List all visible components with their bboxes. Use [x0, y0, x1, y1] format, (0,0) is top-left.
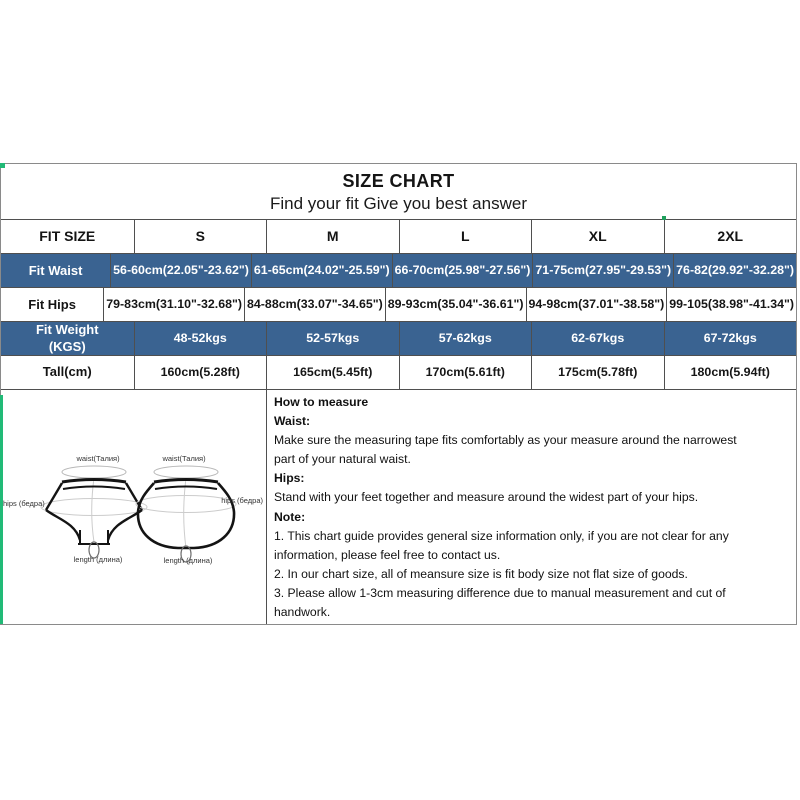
row-label-fit-waist: Fit Waist — [28, 262, 83, 278]
boyshort-diagram — [136, 466, 236, 562]
fit-hips-l: 89-93cm(35.04"-36.61") — [387, 297, 524, 311]
page-subtitle: Find your fit Give you best answer — [269, 194, 527, 214]
note-2: 2. In our chart size, all of meansure size is fit body size not flat size of goods. — [274, 566, 688, 581]
row-label-fit-hips: Fit Hips — [28, 296, 76, 312]
column-header-fit-size: FIT SIZE — [39, 227, 96, 244]
title-block — [1, 164, 796, 220]
fit-weight-2xl: 67-72kgs — [703, 330, 757, 345]
page-title: SIZE CHART — [342, 171, 455, 192]
hips-heading: Hips: — [274, 471, 305, 486]
fit-waist-xl: 71-75cm(27.95"-29.53") — [535, 263, 672, 278]
fit-waist-s: 56-60cm(22.05"-23.62") — [113, 263, 249, 278]
fit-waist-2xl: 76-82(29.92"-32.28") — [676, 263, 794, 278]
fit-weight-s: 48-52kgs — [173, 330, 227, 345]
waist-instruction-2: part of your natural waist. — [274, 452, 411, 467]
fit-hips-s: 79-83cm(31.10"-32.68") — [106, 297, 243, 311]
measure-instructions — [267, 390, 796, 624]
column-header-l: L — [399, 220, 532, 253]
hips-label-right: hips (бедра) — [221, 495, 263, 505]
fit-hips-xl: 94-98cm(37.01"-38.58") — [528, 297, 665, 311]
fit-weight-xl: 62-67kgs — [571, 330, 625, 345]
how-to-measure-section — [1, 389, 796, 624]
tall-l: 170cm(5.61ft) — [425, 364, 505, 379]
measure-heading: How to measure — [274, 394, 369, 409]
note-3-line-1: 3. Please allow 1-3cm measuring difference due to manual measurement and cut of — [274, 585, 726, 600]
size-chart-sheet — [0, 163, 797, 625]
column-header-s: S — [134, 220, 267, 253]
briefs-diagram — [41, 466, 147, 558]
tall-xl: 175cm(5.78ft) — [558, 364, 638, 379]
tall-m: 165cm(5.45ft) — [293, 364, 373, 379]
table-row-fit-weight — [1, 321, 796, 355]
length-label-left: length (длина) — [73, 554, 123, 564]
note-1-line-1: 1. This chart guide provides general size information only, if you are not clear for any — [274, 528, 729, 543]
table-row-fit-waist — [1, 253, 796, 287]
length-label-right: length (длина) — [163, 555, 213, 565]
fit-weight-m: 52-57kgs — [306, 330, 360, 345]
table-row-fit-hips — [1, 287, 796, 321]
row-label-fit-weight: Fit Weight — [35, 322, 99, 338]
table-header-row — [1, 220, 796, 253]
waist-label-left: waist(Талия) — [76, 453, 120, 463]
fit-hips-m: 84-88cm(33.07"-34.65") — [247, 297, 383, 311]
green-handle-artifact — [662, 216, 666, 220]
hips-label-left: hips (бедра) — [3, 498, 45, 508]
panties-measure-diagram — [1, 390, 265, 619]
row-label-fit-weight-unit: (KGS) — [48, 338, 86, 354]
green-corner-artifact — [0, 163, 5, 168]
note-heading: Note: — [274, 509, 306, 524]
fit-waist-m: 61-65cm(24.02"-25.59") — [253, 263, 390, 278]
row-label-tall: Tall(cm) — [42, 364, 92, 380]
note-3-line-2: handwork. — [274, 605, 331, 620]
hips-instruction: Stand with your feet together and measure around the widest part of your hips. — [274, 490, 699, 505]
fit-hips-2xl: 99-105(38.98"-41.34") — [669, 297, 794, 311]
tall-s: 160cm(5.28ft) — [160, 364, 240, 379]
green-edge-artifact — [0, 395, 3, 624]
note-1-line-2: information, please feel free to contact us. — [274, 547, 501, 562]
fit-waist-l: 66-70cm(25.98"-27.56") — [394, 263, 531, 278]
waist-instruction-1: Make sure the measuring tape fits comfortably as your measure around the narrowest — [274, 433, 737, 448]
column-header-2xl: 2XL — [664, 220, 797, 253]
column-header-xl: XL — [531, 220, 664, 253]
diagram-cell — [1, 390, 267, 624]
fit-weight-l: 57-62kgs — [438, 330, 492, 345]
tall-2xl: 180cm(5.94ft) — [690, 364, 770, 379]
waist-heading: Waist: — [274, 414, 311, 429]
waist-label-right: waist(Талия) — [162, 453, 206, 463]
table-row-tall — [1, 355, 796, 389]
column-header-m: M — [266, 220, 399, 253]
